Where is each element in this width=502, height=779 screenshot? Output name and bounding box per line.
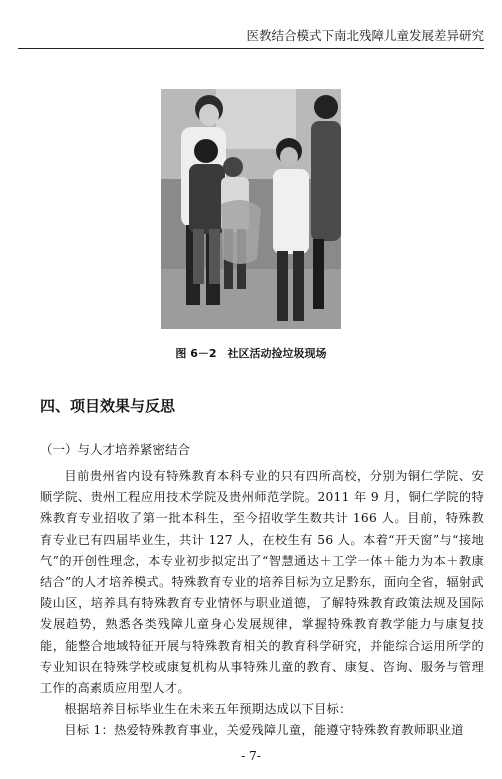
paragraph: 根据培养目标毕业生在未来五年预期达成以下目标： bbox=[64, 702, 352, 717]
figure-photo bbox=[161, 89, 341, 329]
running-title: 医教结合模式下南北残障儿童发展差异研究 bbox=[246, 28, 484, 43]
section-title: 四、项目效果与反思 bbox=[40, 397, 176, 415]
body-text bbox=[40, 466, 484, 742]
photo-illustration bbox=[161, 89, 341, 329]
paragraph: 目前贵州省内设有特殊教育本科专业的只有四所高校，分别为铜仁学院、安顺学院、贵州工程应用技术学院及贵州师范学院。2011 年 9 月，铜仁学院的特殊教育专业招收了第一批本科生，至今招收学生数共计 166 人。目前，特殊教育专业已有四届毕业生，共计 127 人，在校生有 56 人。本着“开天窗”与“接地气”的开创性理念，本专业初步拟定出了“智慧通达＋工学一体＋能力为本＋教康结合”的人才培养模式。特殊教育专业的培养目标为立足黔东，面向全省，辐射武陵山区，培养具有特殊教育专业情怀与职业道德，了解特殊教育政策法规及国际发展趋势，熟悉各类残障儿童身心发展规律，掌握特殊教育教学能力与康复技能，能整合地域特征开展与特殊教育相关的教育科学研究，并能综合运用所学的专业知识在特殊学校或康复机构从事特殊儿童的教育、康复、咨询、服务与管理工作的高素质应用型人才。 bbox=[40, 469, 484, 696]
paragraph: 目标 1：热爱特殊教育事业，关爱残障儿童，能遵守特殊教育教师职业道 bbox=[64, 723, 464, 738]
page-number: - 7- bbox=[241, 749, 261, 763]
figure-caption: 图 6－2 社区活动捡垃圾现场 bbox=[175, 347, 327, 360]
running-header bbox=[18, 24, 484, 49]
subsection-title: （一）与人才培养紧密结合 bbox=[40, 442, 191, 457]
